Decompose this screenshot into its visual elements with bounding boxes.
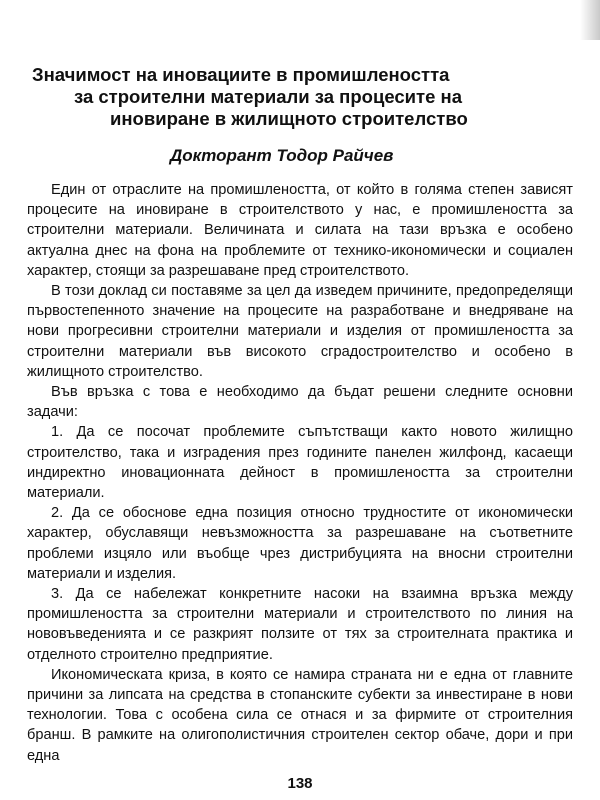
paragraph-crisis: Икономическата криза, в която се намира страната ни е една от главните причини за липсата на средства в стопанските субекти за инвестиране в нови технологии. Това с особена сила се отнася и за фирмите от строителния бранш. В рамките на олигополистичния строителен сектор обаче, дори и при една bbox=[27, 666, 573, 764]
title-line-3: иновиране в жилищното строителство bbox=[110, 108, 468, 129]
article-title bbox=[30, 64, 570, 130]
title-line-2: за строителни материали за процесите на bbox=[74, 86, 462, 107]
paragraph-task-1: 1. Да се посочат проблемите съпътстващи както новото жилищно строителство, така и изградения през годините панелен жилфонд, касаещи индиректно иновационната дейност в промишлеността за строителни материали. bbox=[27, 424, 573, 502]
title-line-1: Значимост на иновациите в промишлеността bbox=[32, 64, 450, 85]
scan-edge-shadow bbox=[580, 0, 600, 40]
author-byline: Докторант Тодор Райчев bbox=[170, 146, 394, 165]
paragraph-intro: Един от отраслите на промишлеността, от който в голяма степен зависят процесите на иновиране в строителството у нас, е промишлеността за строителни материали. Величината и силата на тази връзка е особено актуална днес на фона на проблемите от технико-икономически и социален характер, стоящи за разрешаване пред строителството. bbox=[27, 182, 573, 279]
page-number: 138 bbox=[287, 775, 313, 792]
paragraph-tasks: Във връзка с това е необходимо да бъдат решени следните основни задачи: bbox=[27, 384, 573, 421]
article-body bbox=[27, 180, 573, 766]
paragraph-task-2: 2. Да се обоснове една позиция относно трудностите от икономически характер, обуславящи невъзможността за разрешаване на съответните проблеми изцяло или въобще чрез дистрибуцията на вносни строителни материали и изделия. bbox=[27, 505, 573, 582]
paragraph-aim: В този доклад си поставяме за цел да изведем причините, предопределящи първостепенното значение на процесите на разработване и внедряване на нови прогресивни строителни материали и изделия от промишлеността за строителни материали във високото сградостроителство и особено в жилищното строителство. bbox=[27, 283, 573, 380]
paragraph-task-3: 3. Да се набележат конкретните насоки на взаимна връзка между промишлеността за строителни материали и строителството по линия на нововъведенията и се разкрият ползите от тях за строителната практика и отделното строително предприятие. bbox=[27, 586, 573, 663]
